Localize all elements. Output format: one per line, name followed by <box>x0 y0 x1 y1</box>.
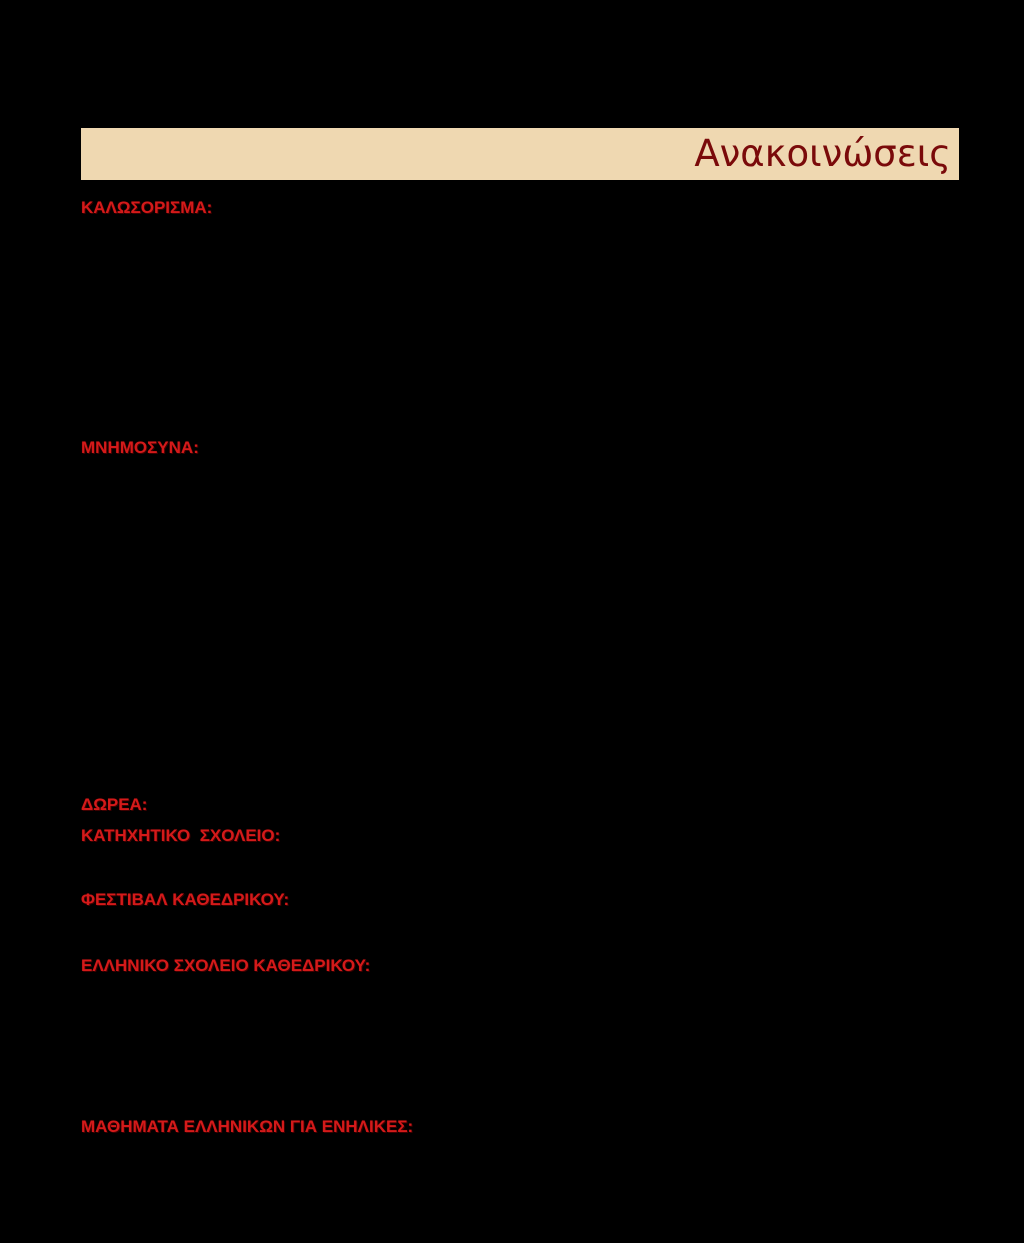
heading-welcome: ΚΑΛΩΣΟΡΙΣΜΑ: <box>81 198 213 217</box>
heading-cathedral-festival: ΦΕΣΤΙΒΑΛ ΚΑΘΕΔΡΙΚΟΥ: <box>81 890 290 909</box>
page-title: Ανακοινώσεις <box>694 132 951 175</box>
heading-memorials: ΜΝΗΜΟΣΥΝΑ: <box>81 438 199 457</box>
announcements-title-bar <box>81 128 959 180</box>
heading-adult-greek-lessons: ΜΑΘΗΜΑΤΑ ΕΛΛΗΝΙΚΩΝ ΓΙΑ ΕΝΗΛΙΚΕΣ: <box>81 1117 414 1136</box>
heading-sunday-school: ΚΑΤΗΧΗΤΙΚΟ ΣΧΟΛΕΙΟ: <box>81 826 281 845</box>
heading-donation: ΔΩΡΕΑ: <box>81 795 148 814</box>
heading-greek-school: ΕΛΛΗΝΙΚΟ ΣΧΟΛΕΙΟ ΚΑΘΕΔΡΙΚΟΥ: <box>81 956 371 975</box>
